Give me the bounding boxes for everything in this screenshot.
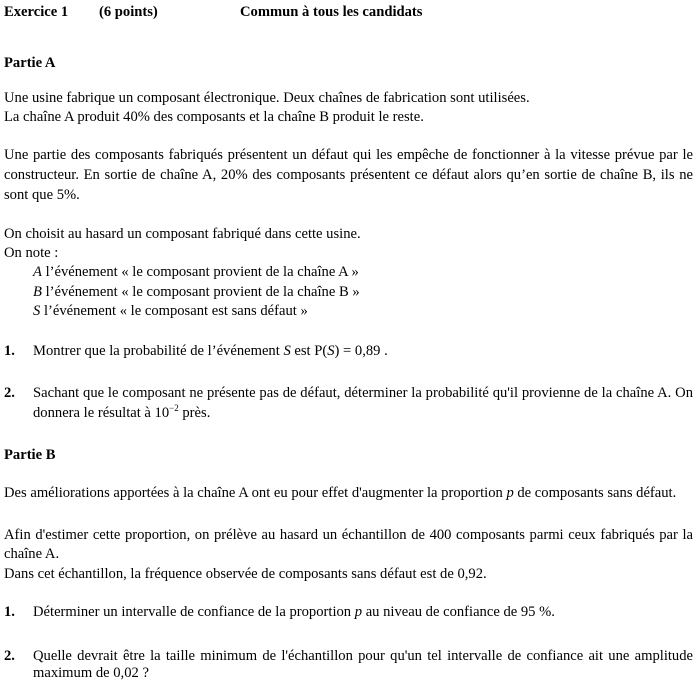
part-b-title: Partie B <box>4 447 56 463</box>
event-a <box>33 263 359 282</box>
exercise-label: Exercice 1 <box>4 4 69 20</box>
part-b-p2-line3: Dans cet échantillon, la fréquence observée de composants sans défaut est de 0,92. <box>4 566 487 582</box>
part-a-p3-line2: On note : <box>4 245 59 261</box>
event-b-symbol: B <box>33 284 42 300</box>
event-s-symbol: S <box>33 303 41 319</box>
event-b <box>33 283 360 302</box>
part-b-p1 <box>4 484 676 503</box>
part-a-q1-number: 1. <box>4 343 15 359</box>
event-s-text: l’événement « le composant est sans défaut » <box>40 303 308 319</box>
part-a-q1-text <box>33 342 388 361</box>
part-b-q1-post: au niveau de confiance de 95 %. <box>362 604 555 620</box>
part-a-q1-symbol2: S <box>327 343 335 359</box>
part-a-title: Partie A <box>4 55 56 71</box>
part-a-p2-line2: constructeur. En sortie de chaîne A, 20% des composants présentent ce défaut alors qu’en sortie de chaîne B, ils ne <box>4 167 693 183</box>
part-a-q1-post: ) = 0,89 . <box>334 343 388 359</box>
part-a-q1-mid: est P( <box>290 343 328 359</box>
part-a-q2-line2-pre: donnera le résultat à 10 <box>33 405 170 421</box>
event-b-text: l’événement « le composant provient de la chaîne B » <box>41 284 360 300</box>
part-b-q2-line1: Quelle devrait être la taille minimum de l'échantillon pour qu'un tel intervalle de confiance ait une amplitude <box>33 648 693 664</box>
part-b-p1-pre: Des améliorations apportées à la chaîne A ont eu pour effet d'augmenter la proportion <box>4 485 507 501</box>
part-a-q2-line2 <box>33 404 210 423</box>
part-a-q2-line1: Sachant que le composant ne présente pas de défaut, déterminer la probabilité qu'il provienne de la chaîne A. On <box>33 385 693 401</box>
part-a-q1-symbol: S <box>283 343 291 359</box>
audience-label: Commun à tous les candidats <box>240 4 423 20</box>
part-a-p3-line1: On choisit au hasard un composant fabriqué dans cette usine. <box>4 226 361 242</box>
part-b-p1-post: de composants sans défaut. <box>513 485 677 501</box>
part-a-p1-line1: Une usine fabrique un composant électronique. Deux chaînes de fabrication sont utilisées. <box>4 90 530 106</box>
part-b-q2-number: 2. <box>4 648 15 664</box>
part-b-q1-text <box>33 603 555 622</box>
part-b-q1-number: 1. <box>4 604 15 620</box>
part-a-p2-line1: Une partie des composants fabriqués présentent un défaut qui les empêche de fonctionner à la vitesse prévue par le <box>4 147 693 163</box>
event-a-text: l’événement « le composant provient de la chaîne A » <box>41 264 359 280</box>
part-a-p2-line3: sont que 5%. <box>4 187 80 203</box>
part-a-q2-line2-post: près. <box>178 405 211 421</box>
part-b-q1-pre: Déterminer un intervalle de confiance de la proportion <box>33 604 355 620</box>
part-a-q2-exponent: −2 <box>169 403 179 413</box>
part-a-p1-line2: La chaîne A produit 40% des composants et la chaîne B produit le reste. <box>4 109 424 125</box>
part-b-p2-line2: chaîne A. <box>4 546 60 562</box>
event-a-symbol: A <box>33 264 42 280</box>
points-label: (6 points) <box>99 4 158 20</box>
part-b-p1-p: p <box>506 485 514 501</box>
part-a-q1-pre: Montrer que la probabilité de l’événement <box>33 343 284 359</box>
part-b-q1-p: p <box>354 604 363 620</box>
part-b-p2-line1: Afin d'estimer cette proportion, on prélève au hasard un échantillon de 400 composants parmi ceux fabriqués par la <box>4 527 693 543</box>
part-a-q2-number: 2. <box>4 385 15 401</box>
part-b-q2-line2: maximum de 0,02 ? <box>33 665 149 681</box>
event-s <box>33 302 308 321</box>
